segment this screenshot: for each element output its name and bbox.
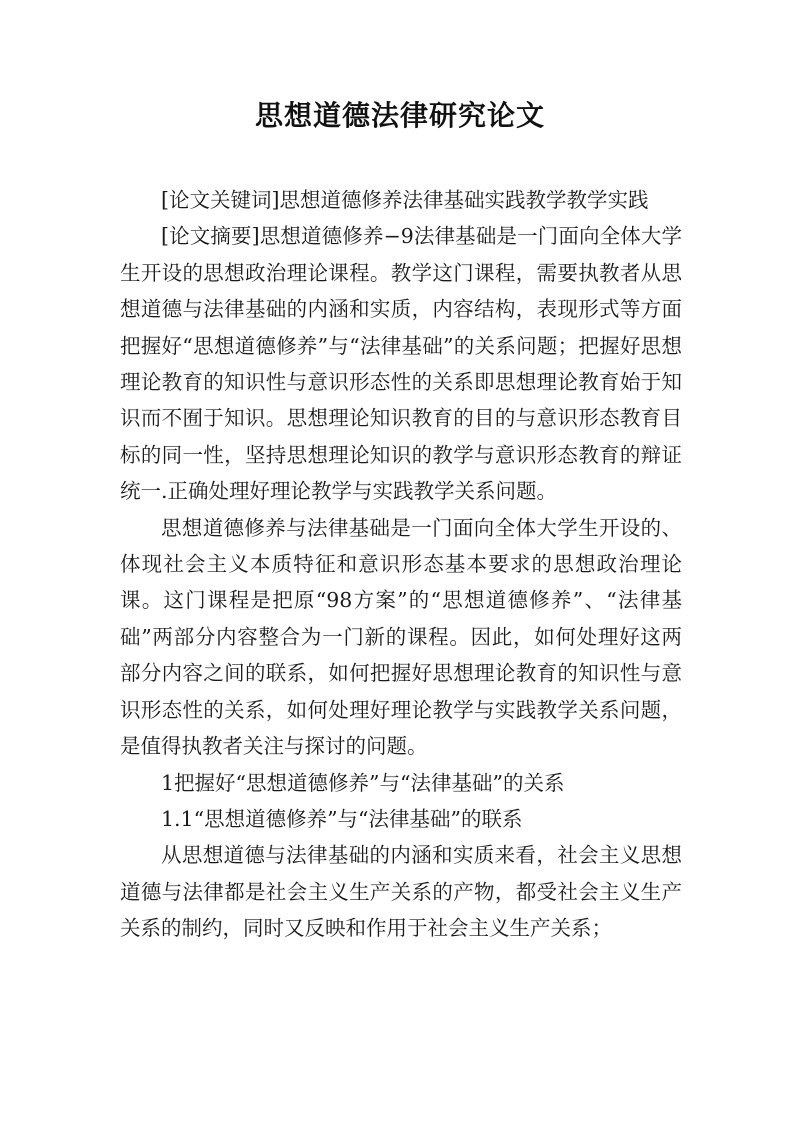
document-body xyxy=(120,182,682,947)
keywords-paragraph: [论文关键词]思想道德修养法律基础实践教学教学实践 xyxy=(161,188,649,212)
section-heading-1: 1把握好“思想道德修养”与“法律基础”的关系 xyxy=(161,770,565,795)
subsection-heading-1-1: 1.1“思想道德修养”与“法律基础”的联系 xyxy=(161,806,523,831)
abstract-paragraph: [论文摘要]思想道德修养−9法律基础是一门面向全体大学生开设的思想政治理论课程。教学这门课程，需要执教者从思想道德与法律基础的内涵和实质，内容结构，表现形式等方面把握好“思想道德修养”与“法律基础”的关系问题；把握好思想理论教育的知识性与意识形态性的关系即思想理论教育始于知识而不囿于知识。思想理论知识教育的目的与意识形态教育目标的同一性，坚持思想理论知识的教学与意识形态教育的辩证统一.正确处理好理论教学与实践教学关系问题。 xyxy=(120,224,682,504)
document-title: 思想道德法律研究论文 xyxy=(254,99,545,132)
body-paragraph: 从思想道德与法律基础的内涵和实质来看，社会主义思想道德与法律都是社会主义生产关系的产物，都受社会主义生产关系的制约，同时又反映和作用于社会主义生产关系； xyxy=(120,843,682,941)
intro-paragraph: 思想道德修养与法律基础是一门面向全体大学生开设的、体现社会主义本质特征和意识形态基本要求的思想政治理论课。这门课程是把原“98方案”的“思想道德修养”、“法律基础”两部分内容整合为一门新的课程。因此，如何处理好这两部分内容之间的联系，如何把握好思想理论教育的知识性与意识形态性的关系，如何处理好理论教学与实践教学关系问题，是值得执教者关注与探讨的问题。 xyxy=(120,515,682,759)
